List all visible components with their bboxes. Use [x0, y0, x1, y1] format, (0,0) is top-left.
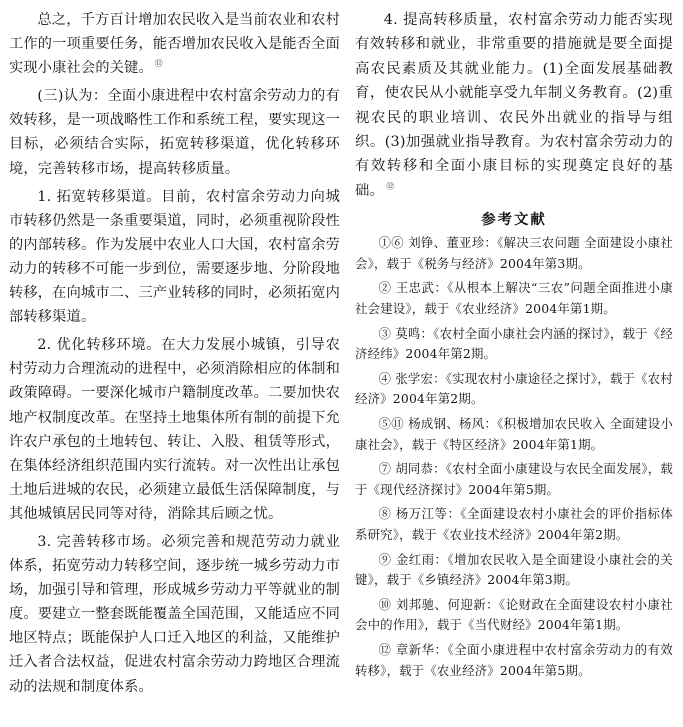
paragraph-section-three: (三)认为：全面小康进程中农村富余劳动力的有效转移，是一项战略性工作和系统工程，要实现这一目标，必须结合实际，拓宽转移渠道，优化转移环境，完善转移市场，提高转移质量。 — [9, 88, 340, 177]
left-column — [9, 8, 340, 703]
reference-item: ④ 张学宏：《实现农村小康途径之探讨》，载于《农村经济》2004年第2期。 — [355, 370, 673, 407]
reference-item: ⑤⑪ 杨成钢、杨风：《积极增加农民收入 全面建设小康社会》，载于《特区经济》2004年第1期。 — [355, 416, 673, 452]
paragraph-improve-market: 3. 完善转移市场。必须完善和规范劳动力就业体系，拓宽劳动力转移空间，逐步统一城乡劳动力市场，加强引导和管理，形成城乡劳动力平等就业的制度。要建立一整套既能覆盖全国范围，又能适应不同地区特点；既能保护人口迁入地区的利益，又能维护迁入者合法权益，促进农村富余劳动力跨地区合理流动的法规和制度体系。 — [9, 533, 340, 695]
paragraph-summary: 总之，千方百计增加农民收入是当前农业和农村工作的一项重要任务，能否增加农民收入是能否全面实现小康社会的关键。 ⑪ — [9, 12, 340, 77]
footnote-marker: ⑪ — [154, 59, 164, 69]
reference-item: ⑦ 胡同恭：《农村全面小康建设与农民全面发展》，载于《现代经济探讨》2004年第5期。 — [355, 461, 673, 497]
references-heading: 参考文献 — [481, 211, 547, 229]
reference-item: ⑩ 刘邦驰、何迎新：《论财政在全面建设农村小康社会中的作用》，载于《当代财经》2004年第1期。 — [355, 596, 673, 633]
right-column — [355, 8, 673, 685]
reference-item: ①⑥ 刘铮、董亚珍：《解决三农问题 全面建设小康社会》，载于《税务与经济》2004年第3期。 — [355, 235, 673, 271]
reference-item: ⑨ 金红雨：《增加农民收入是全面建设小康社会的关键》，载于《乡镇经济》2004年第3期。 — [355, 551, 673, 588]
footnote-marker: ⑫ — [386, 182, 395, 192]
reference-item: ⑫ 章新华：《全面小康进程中农村富余劳动力的有效转移》，载于《农业经济》2004年第5期。 — [355, 641, 673, 678]
paragraph-widen-channels: 1. 拓宽转移渠道。目前，农村富余劳动力向城市转移仍然是一条重要渠道，同时，必须重视阶段性的内部转移。作为发展中农业人口大国，农村富余劳动力的转移不可能一步到位，需要逐步地、分阶段地转移，在向城市二、三产业转移的同时，必须拓宽内部转移渠道。 — [9, 188, 340, 326]
paragraph-improve-quality: 4. 提高转移质量，农村富余劳动力能否实现有效转移和就业，非常重要的措施就是要全面提高农民素质及其就业能力。(1)全面发展基础教育，使农民从小就能享受九年制义务教育。(2)重视农民的职业培训、农民外出就业的指导与组织。(3)加强就业指导教育。为农村富余劳动力的有效转移和全面小康目标的实现奠定良好的基础。 ⑫ — [355, 12, 673, 199]
reference-item: ③ 莫鸣：《农村全面小康社会内涵的探讨》，载于《经济经纬》2004年第2期。 — [355, 325, 673, 362]
reference-item: ② 王忠武：《从根本上解决“三农”问题全面推进小康社会建设》，载于《农业经济》2004年第1期。 — [355, 280, 673, 317]
paragraph-optimize-environment: 2. 优化转移环境。在大力发展小城镇，引导农村劳动力合理流动的进程中，必须消除相应的体制和政策障碍。一要深化城市户籍制度改革。二要加快农地产权制度改革。在坚持土地集体所有制的前提下允许农户承包的土地转包、转让、入股、租赁等形式，在集体经济组织范围内实行流转。对一次性出让承包土地后进城的农民，必须建立最低生活保障制度，与其他城镇居民同等对待，消除其后顾之忧。 — [9, 337, 340, 522]
reference-item: ⑧ 杨万江等：《全面建设农村小康社会的评价指标体系研究》，载于《农业技术经济》2004年第2期。 — [355, 506, 673, 542]
